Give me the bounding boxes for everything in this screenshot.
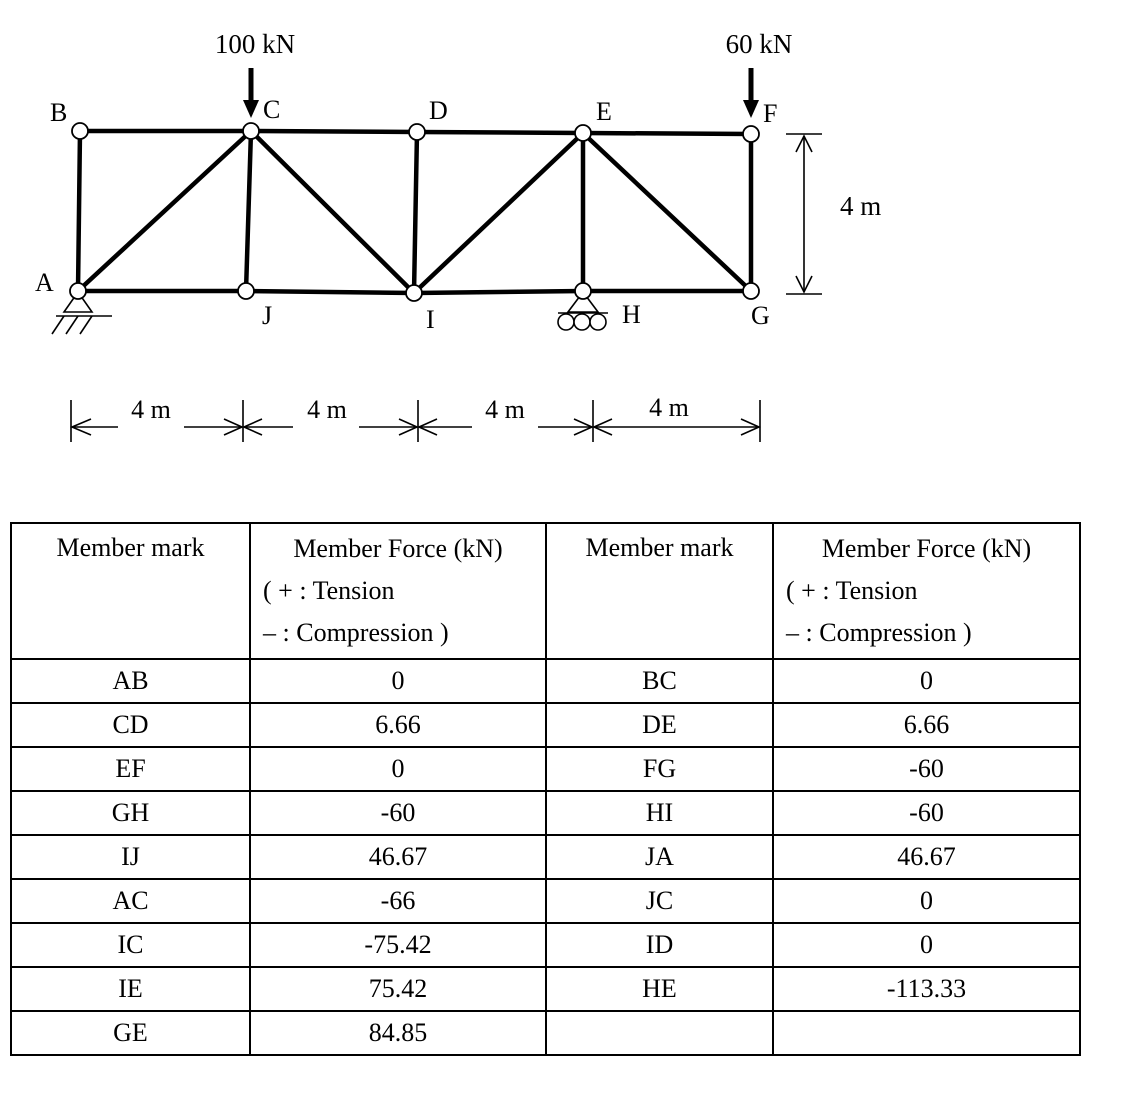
header-member-mark-left: Member mark <box>11 523 250 659</box>
member-DE <box>417 132 583 133</box>
member-mark-cell: ID <box>546 923 773 967</box>
label-node-G: G <box>751 301 770 330</box>
label-node-A: A <box>35 268 54 297</box>
member-mark-cell: HE <box>546 967 773 1011</box>
member-IJ <box>246 291 414 293</box>
table-row <box>11 1011 1080 1055</box>
table-row <box>11 703 1080 747</box>
table-row <box>11 923 1080 967</box>
header-force-compression: – : Compression ) <box>786 618 972 647</box>
table-row <box>11 747 1080 791</box>
member-force-cell: -113.33 <box>773 967 1080 1011</box>
truss-members <box>78 131 751 293</box>
label-node-F: F <box>763 99 778 128</box>
header-member-force-right <box>773 523 1080 659</box>
member-force-cell: 0 <box>773 659 1080 703</box>
member-force-cell: 84.85 <box>250 1011 546 1055</box>
label-node-H: H <box>622 300 641 329</box>
member-mark-cell: CD <box>11 703 250 747</box>
member-force-cell: 6.66 <box>773 703 1080 747</box>
node-E <box>575 125 591 141</box>
member-mark-cell: BC <box>546 659 773 703</box>
header-member-mark-right: Member mark <box>546 523 773 659</box>
member-force-cell: 0 <box>250 659 546 703</box>
label-node-B: B <box>50 98 68 127</box>
node-A <box>70 283 86 299</box>
header-force-title: Member Force (kN) <box>293 534 503 563</box>
member-force-cell: 0 <box>773 923 1080 967</box>
member-JC <box>246 131 251 291</box>
member-mark-cell <box>546 1011 773 1055</box>
member-force-cell: 6.66 <box>250 703 546 747</box>
member-force-cell: -60 <box>250 791 546 835</box>
table-row <box>11 791 1080 835</box>
header-force-tension: ( + : Tension <box>263 576 395 605</box>
node-D <box>409 124 425 140</box>
header-force-tension: ( + : Tension <box>786 576 918 605</box>
height-label: 4 m <box>840 191 882 221</box>
member-AB <box>78 131 80 291</box>
member-force-cell: -75.42 <box>250 923 546 967</box>
node-I <box>406 285 422 301</box>
node-B <box>72 123 88 139</box>
truss-diagram <box>0 0 1139 470</box>
member-force-cell: 0 <box>773 879 1080 923</box>
label-node-C: C <box>263 95 281 124</box>
header-force-title: Member Force (kN) <box>821 534 1032 563</box>
member-mark-cell: IC <box>11 923 250 967</box>
label-node-E: E <box>596 97 612 126</box>
member-force-cell: -66 <box>250 879 546 923</box>
member-IE <box>414 133 583 293</box>
table-row <box>11 967 1080 1011</box>
span-label-3: 4 m <box>485 395 525 424</box>
node-H <box>575 283 591 299</box>
member-mark-cell: GH <box>11 791 250 835</box>
member-GE <box>583 133 751 291</box>
table-row <box>11 659 1080 703</box>
span-label-2: 4 m <box>307 395 347 424</box>
header-force-compression: – : Compression ) <box>263 618 449 647</box>
member-force-cell: -60 <box>773 747 1080 791</box>
member-mark-cell: DE <box>546 703 773 747</box>
member-mark-cell: IE <box>11 967 250 1011</box>
node-J <box>238 283 254 299</box>
member-mark-cell: HI <box>546 791 773 835</box>
table-header-row <box>11 523 1080 659</box>
member-ID <box>414 132 417 293</box>
span-label-4: 4 m <box>649 393 689 422</box>
header-member-force-left <box>250 523 546 659</box>
member-force-cell: 46.67 <box>250 835 546 879</box>
label-node-J: J <box>262 301 273 330</box>
member-force-cell: 0 <box>250 747 546 791</box>
table-row <box>11 835 1080 879</box>
member-HI <box>414 291 583 293</box>
member-mark-cell: AC <box>11 879 250 923</box>
member-force-cell: -60 <box>773 791 1080 835</box>
member-mark-cell: AB <box>11 659 250 703</box>
label-node-I: I <box>426 305 435 334</box>
member-EF <box>583 133 751 134</box>
member-force-cell: 75.42 <box>250 967 546 1011</box>
node-C <box>243 123 259 139</box>
node-G <box>743 283 759 299</box>
member-CD <box>251 131 417 132</box>
member-mark-cell: IJ <box>11 835 250 879</box>
height-dimension <box>786 134 822 294</box>
load-label-C: 100 kN <box>214 29 296 59</box>
member-mark-cell: GE <box>11 1011 250 1055</box>
load-arrow-C <box>243 68 259 118</box>
span-labels <box>118 393 702 428</box>
member-IC <box>251 131 414 293</box>
member-mark-cell: EF <box>11 747 250 791</box>
member-mark-cell: JA <box>546 835 773 879</box>
label-node-D: D <box>429 96 448 125</box>
span-label-1: 4 m <box>131 395 171 424</box>
member-force-table <box>10 522 1081 1056</box>
load-arrow-F <box>743 68 759 118</box>
table-row <box>11 879 1080 923</box>
member-AC <box>78 131 251 291</box>
member-mark-cell: JC <box>546 879 773 923</box>
load-label-F: 60 kN <box>725 29 793 59</box>
member-mark-cell: FG <box>546 747 773 791</box>
member-force-cell <box>773 1011 1080 1055</box>
node-F <box>743 126 759 142</box>
member-force-cell: 46.67 <box>773 835 1080 879</box>
